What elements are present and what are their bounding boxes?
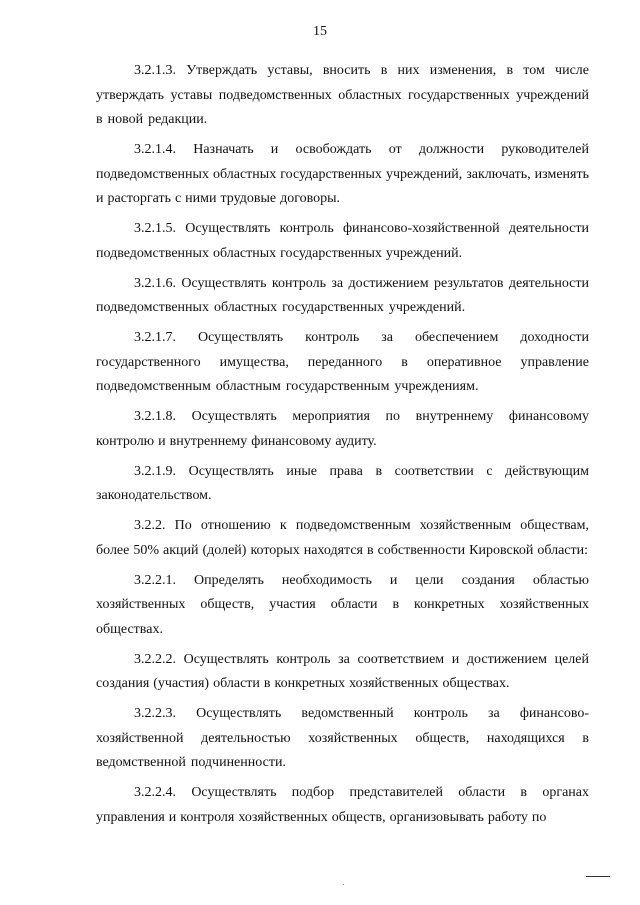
paragraph-3-2-1-6: 3.2.1.6. Осуществлять контроль за достижением результатов деятельности подведомственных областных государственных учреждений.: [96, 275, 589, 315]
paragraph-3-2-2: 3.2.2. По отношению к подведомственным хозяйственным обществам, более 50% акций (долей) которых находятся в собственности Кировской области:: [96, 518, 589, 558]
paragraph-3-2-1-3: 3.2.1.3. Утверждать уставы, вносить в них изменения, в том числе утверждать уставы подведомственных областных государственных учреждений в новой редакции.: [96, 63, 589, 127]
paragraph-3-2-2-3: 3.2.2.3. Осуществлять ведомственный контроль за финансово-хозяйственной деятельностью хозяйственных обществ, находящихся в ведомственной подчиненности.: [96, 706, 589, 770]
paragraph-3-2-1-8: 3.2.1.8. Осуществлять мероприятия по внутреннему финансовому контролю и внутреннему финансовому аудиту.: [96, 409, 589, 449]
paragraph-3-2-1-7: 3.2.1.7. Осуществлять контроль за обеспечением доходности государственного имущества, переданного в оперативное управление подведомственным областным государственным учреждениям.: [96, 330, 589, 394]
paragraph-3-2-2-1: 3.2.2.1. Определять необходимость и цели создания областью хозяйственных обществ, участия области в конкретных хозяйственных обществах.: [96, 572, 589, 637]
paragraph-3-2-2-4: 3.2.2.4. Осуществлять подбор представителей области в органах управления и контроля хозяйственных обществ, организовывать работу по: [96, 785, 589, 825]
page-number: 15: [313, 24, 327, 39]
paragraph-3-2-1-9: 3.2.1.9. Осуществлять иные права в соответствии с действующим законодательством.: [96, 463, 589, 503]
paragraph-3-2-1-4: 3.2.1.4. Назначать и освобождать от должности руководителей подведомственных областных государственных учреждений, заключать, изменять и расторгать с ними трудовые договоры.: [96, 142, 589, 206]
footer-rule: [586, 876, 610, 877]
scan-speck: [343, 884, 344, 885]
document-body: [96, 59, 589, 836]
paragraph-3-2-2-2: 3.2.2.2. Осуществлять контроль за соответствием и достижением целей создания (участия) области в конкретных хозяйственных обществах.: [96, 651, 589, 691]
paragraph-3-2-1-5: 3.2.1.5. Осуществлять контроль финансово-хозяйственной деятельности подведомственных областных государственных учреждений.: [96, 221, 589, 261]
